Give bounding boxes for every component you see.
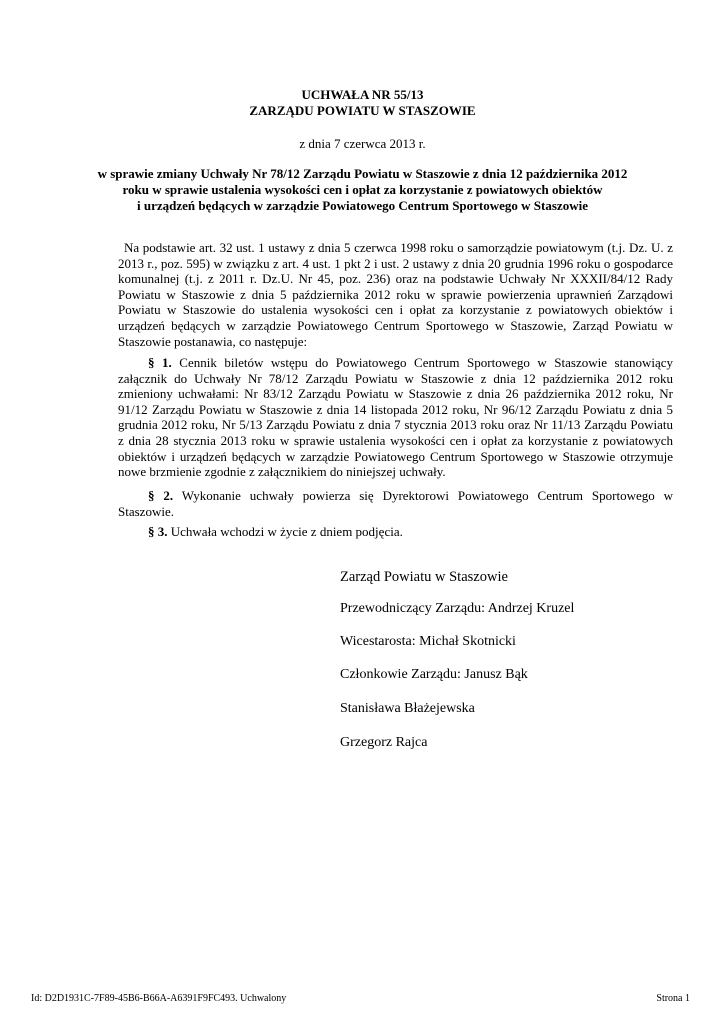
- paragraph-1: [118, 355, 673, 480]
- signature-chairman: Przewodniczący Zarządu: Andrzej Kruzel: [340, 601, 575, 616]
- paragraph-mark: § 2.: [148, 488, 174, 503]
- issuing-body: ZARZĄDU POWIATU W STASZOWIE: [249, 103, 476, 118]
- page-number: Strona 1: [656, 993, 690, 1004]
- paragraph-mark: § 1.: [148, 355, 172, 370]
- signature-vice-starost: Wicestarosta: Michał Skotnicki: [340, 634, 516, 649]
- paragraph-mark: § 3.: [148, 524, 168, 539]
- signature-member: Członkowie Zarządu: Janusz Bąk: [340, 667, 528, 682]
- signature-member: Grzegorz Rajca: [340, 735, 428, 750]
- resolution-subject: [0, 166, 725, 214]
- subject-line: i urządzeń będących w zarządzie Powiatowego Centrum Sportowego w Staszowie: [137, 198, 588, 213]
- paragraph-text: Cennik biletów wstępu do Powiatowego Centrum Sportowego w Staszowie stanowiący załącznik do Uchwały Nr 78/12 Zarządu Powiatu w Staszowie z dnia 12 października 2012 roku zmieniony uchwałami: Nr 83/12 Zarządu Powiatu w Staszowie z dnia 26 października 2012 roku, Nr 91/12 Zarządu Powiatu w Staszowie z dnia 14 listopada 2012 roku, Nr 96/12 Zarządu Powiatu z dnia 5 grudnia 2012 roku, Nr 5/13 Zarządu Powiatu z dnia 7 stycznia 2013 roku oraz Nr 11/13 Zarządu Powiatu z dnia 28 stycznia 2013 roku w sprawie ustalenia wysokości cen i opłat za korzystanie z powiatowych obiektów i urządzeń będących w zarządzie Powiatowego Centrum Sportowego w Staszowie otrzymuje nowe brzmienie zgodnie z załącznikiem do niniejszej uchwały.: [118, 355, 674, 480]
- resolution-number: UCHWAŁA NR 55/13: [301, 87, 424, 102]
- paragraph-2: [118, 488, 673, 519]
- signature-member: Stanisława Błażejewska: [340, 701, 475, 716]
- paragraph-text: Uchwała wchodzi w życie z dniem podjęcia.: [167, 524, 403, 539]
- signature-heading: Zarząd Powiatu w Staszowie: [340, 569, 508, 585]
- resolution-date: z dnia 7 czerwca 2013 r.: [299, 136, 426, 151]
- paragraph-text: Wykonanie uchwały powierza się Dyrektorowi Powiatowego Centrum Sportowego w Staszowie.: [118, 488, 674, 519]
- subject-line: w sprawie zmiany Uchwały Nr 78/12 Zarządu Powiatu w Staszowie z dnia 12 października 2012: [97, 166, 628, 181]
- paragraph-3: [118, 524, 673, 540]
- document-id-footer: Id: D2D1931C-7F89-45B6-B66A-A6391F9FC493. Uchwalony: [31, 993, 287, 1004]
- legal-basis-preamble: Na podstawie art. 32 ust. 1 ustawy z dnia 5 czerwca 1998 roku o samorządzie powiatowym (t.j. Dz. U. z 2013 r., poz. 595) w związku z art. 4 ust. 1 pkt 2 i ust. 2 ustawy z dnia 20 grudnia 1996 roku o gospodarce komunalnej (t.j. z 2011 r. Dz.U. Nr 45, poz. 236) oraz na podstawie Uchwały Nr XXXII/84/12 Rady Powiatu w Staszowie z dnia 5 października 2012 roku w sprawie powierzenia uprawnień Zarządowi Powiatu w Staszowie do ustalenia wysokości cen i opłat za korzystanie z powiatowych obiektów i urządzeń będących w zarządzie Powiatowego Centrum Sportowego w Staszowie, Zarząd Powiatu w Staszowie postanawia, co następuje:: [118, 240, 673, 349]
- subject-line: roku w sprawie ustalenia wysokości cen i opłat za korzystanie z powiatowych obiektów: [122, 182, 603, 197]
